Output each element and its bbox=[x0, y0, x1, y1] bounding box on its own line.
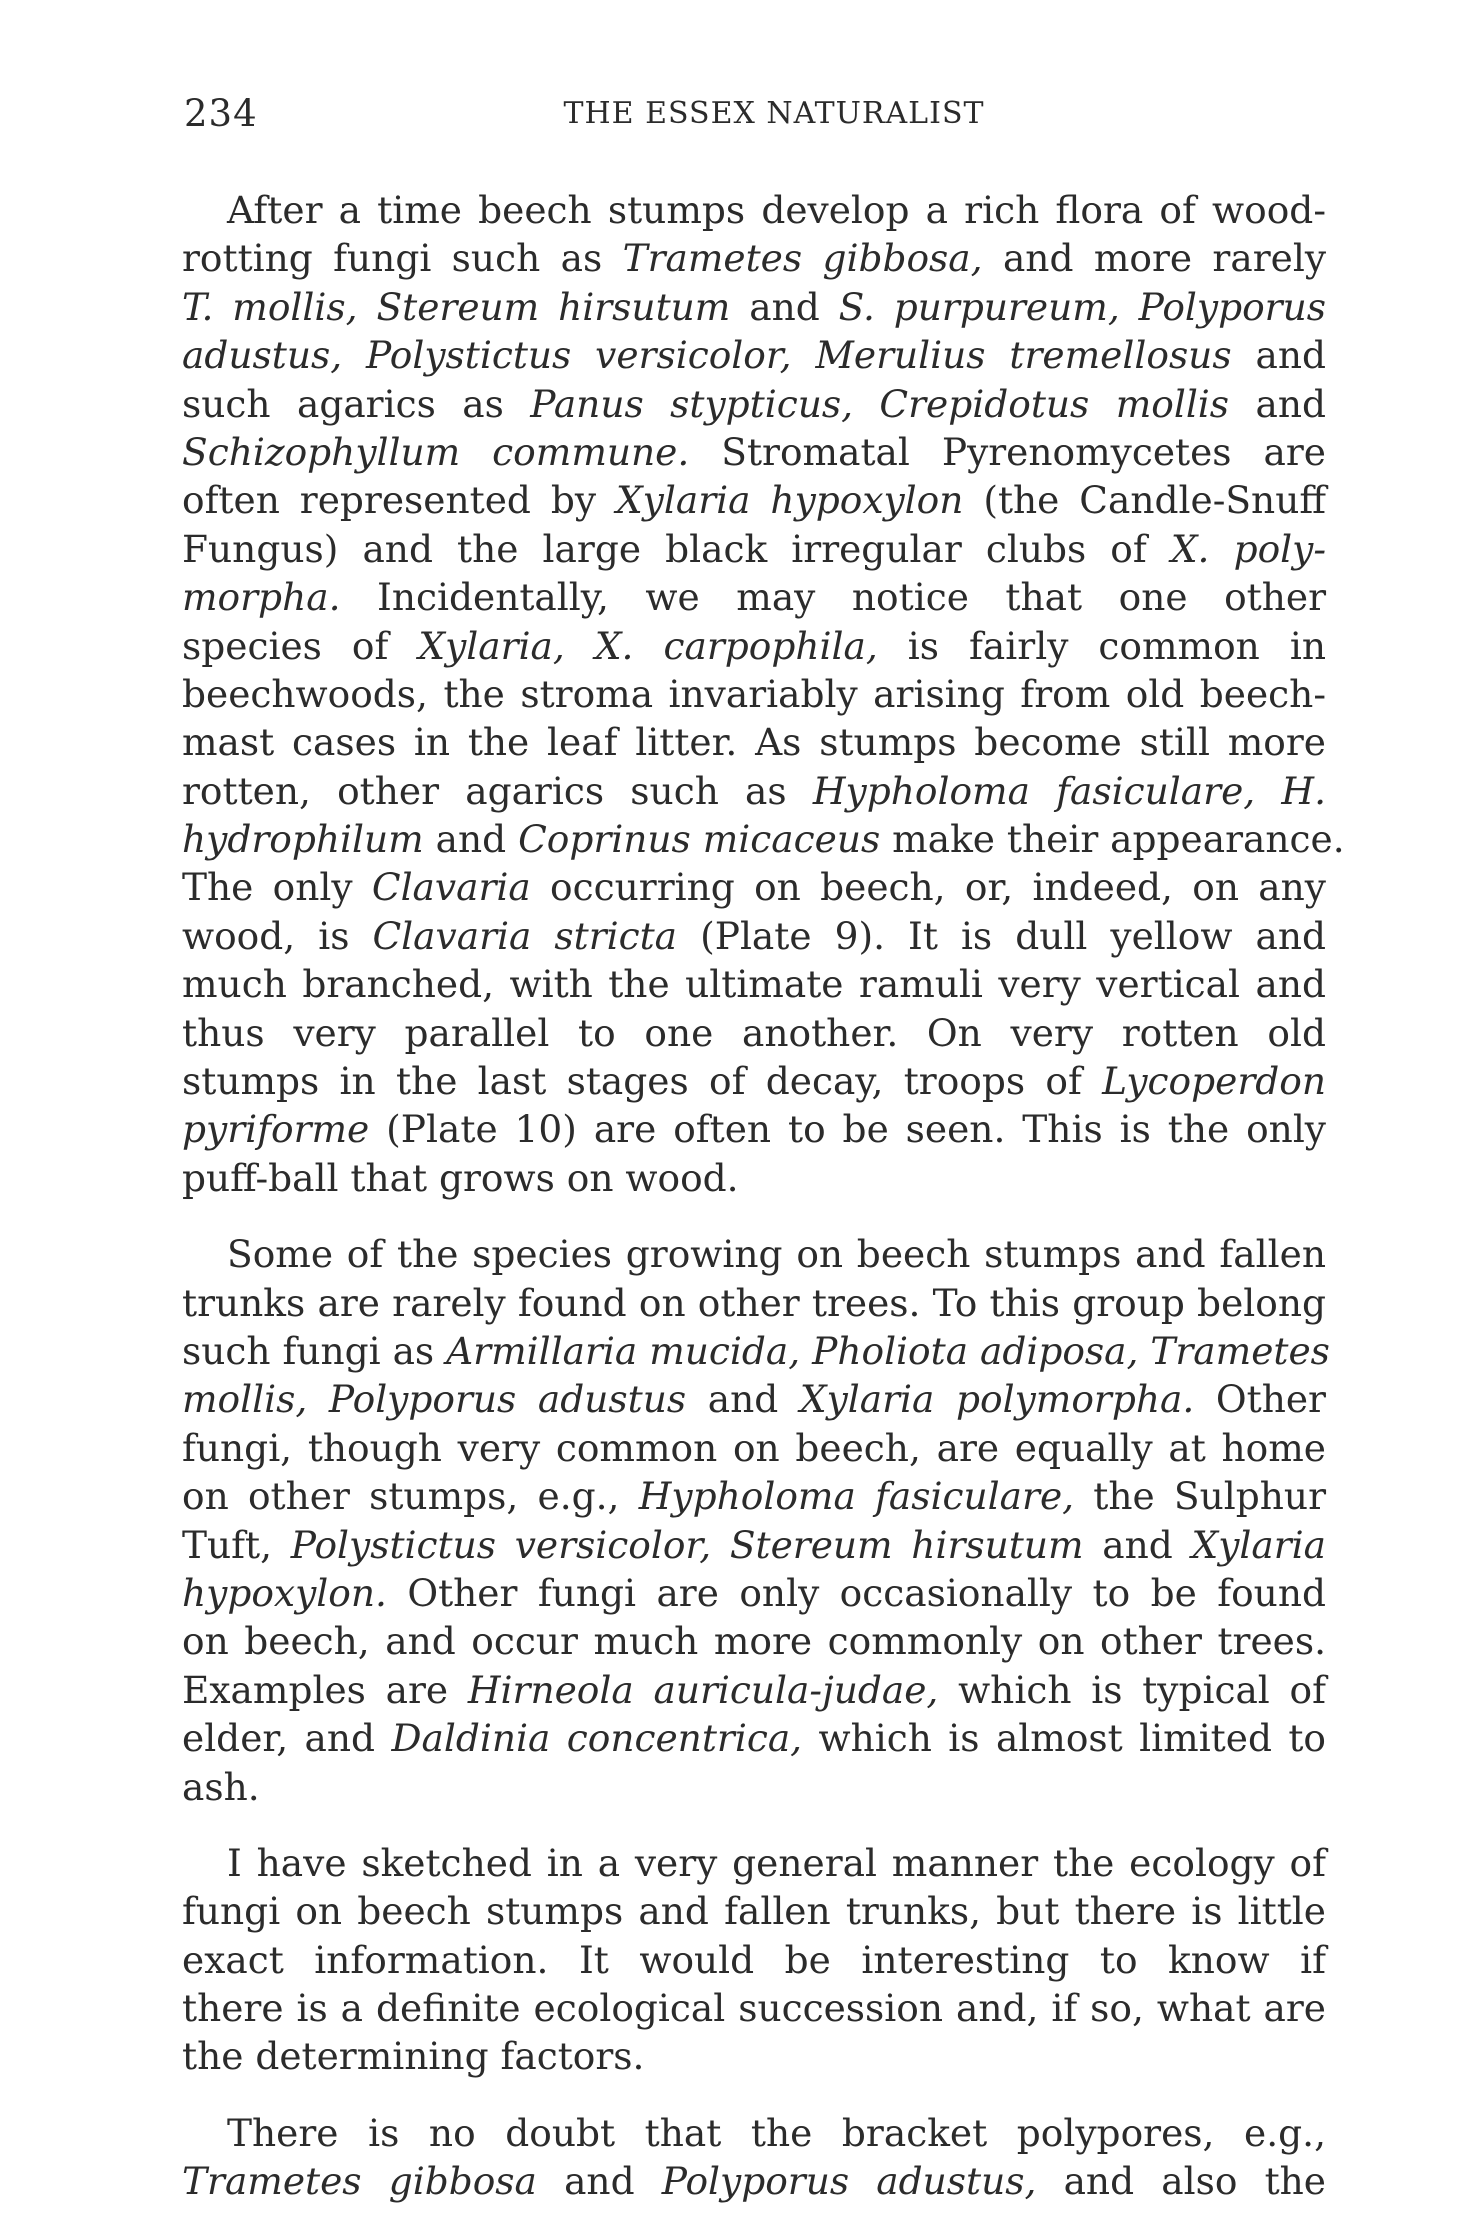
page-number: 234 bbox=[184, 92, 258, 135]
text-line: stumps in the last stages of decay, troops of Lycoperdon bbox=[182, 1059, 1326, 1104]
text-line: Fungus) and the large black irregular clubs of X. poly- bbox=[182, 526, 1326, 571]
text-line: adustus, Polystictus versicolor, Merulius tremellosus and bbox=[182, 333, 1327, 378]
text-line: on beech, and occur much more commonly on other trees. bbox=[182, 1619, 1326, 1664]
text-line: ash. bbox=[182, 1764, 260, 1809]
text-line: The only Clavaria occurring on beech, or, indeed, on any bbox=[182, 865, 1326, 910]
text-line: mollis, Polyporus adustus and Xylaria polymorpha. Other bbox=[182, 1377, 1326, 1422]
text-line: Trametes gibbosa and Polyporus adustus, and also the bbox=[182, 2159, 1326, 2204]
text-line: the determining factors. bbox=[182, 2034, 645, 2079]
text-line: trunks are rarely found on other trees. To this group belong bbox=[182, 1280, 1326, 1325]
paragraph bbox=[182, 2109, 1326, 2206]
text-line: fungi on beech stumps and fallen trunks, but there is little bbox=[182, 1889, 1326, 1934]
text-line: thus very parallel to one another. On very rotten old bbox=[182, 1010, 1326, 1055]
running-head: THE ESSEX NATURALIST bbox=[563, 96, 985, 131]
text-line: much branched, with the ultimate ramuli very vertical and bbox=[182, 962, 1326, 1007]
paragraph bbox=[182, 186, 1345, 1202]
text-line: wood, is Clavaria stricta (Plate 9). It is dull yellow and bbox=[182, 913, 1326, 958]
text-line: Some of the species growing on beech stumps and fallen bbox=[227, 1232, 1326, 1277]
text-line: Schizophyllum commune. Stromatal Pyrenomycetes are bbox=[182, 429, 1326, 474]
text-line: T. mollis, Stereum hirsutum and S. purpureum, Polyporus bbox=[182, 284, 1326, 329]
text-line: such agarics as Panus stypticus, Crepidotus mollis and bbox=[182, 381, 1326, 426]
text-line: hydrophilum and Coprinus micaceus make their appearance. bbox=[182, 817, 1345, 862]
text-line: elder, and Daldinia concentrica, which is almost limited to bbox=[182, 1716, 1327, 1761]
text-line: there is a definite ecological succession and, if so, what are bbox=[182, 1986, 1326, 2031]
paragraph bbox=[182, 1839, 1326, 2081]
text-line: Examples are Hirneola auricula-judae, which is typical of bbox=[182, 1667, 1326, 1712]
text-line: exact information. It would be interesting to know if bbox=[182, 1937, 1326, 1982]
text-line: often represented by Xylaria hypoxylon (the Candle-Snuff bbox=[182, 478, 1326, 523]
page-header bbox=[184, 92, 1324, 142]
text-line: mast cases in the leaf litter. As stumps become still more bbox=[182, 720, 1326, 765]
text-line: I have sketched in a very general manner the ecology of bbox=[227, 1840, 1326, 1885]
text-line: beechwoods, the stroma invariably arising from old beech- bbox=[182, 671, 1326, 716]
text-line: pyriforme (Plate 10) are often to be seen. This is the only bbox=[182, 1107, 1326, 1152]
text-line: puff-ball that grows on wood. bbox=[182, 1155, 739, 1200]
text-line: rotting fungi such as Trametes gibbosa, and more rarely bbox=[182, 236, 1327, 281]
text-line: Tuft, Polystictus versicolor, Stereum hirsutum and Xylaria bbox=[182, 1522, 1327, 1567]
paragraph bbox=[182, 1230, 1330, 1811]
text-line: morpha. Incidentally, we may notice that one other bbox=[182, 575, 1326, 620]
body-text bbox=[182, 186, 1345, 2234]
text-line: hypoxylon. Other fungi are only occasionally to be found bbox=[182, 1570, 1326, 1615]
text-line: species of Xylaria, X. carpophila, is fairly common in bbox=[182, 623, 1326, 668]
text-line: fungi, though very common on beech, are equally at home bbox=[182, 1425, 1326, 1470]
text-line: such fungi as Armillaria mucida, Pholiota adiposa, Trametes bbox=[182, 1328, 1330, 1373]
text-line: on other stumps, e.g., Hypholoma fasiculare, the Sulphur bbox=[182, 1474, 1326, 1519]
text-line: There is no doubt that the bracket polypores, e.g., bbox=[227, 2110, 1326, 2155]
text-line: rotten, other agarics such as Hypholoma fasiculare, H. bbox=[182, 768, 1327, 813]
text-line: After a time beech stumps develop a rich flora of wood- bbox=[227, 188, 1326, 232]
